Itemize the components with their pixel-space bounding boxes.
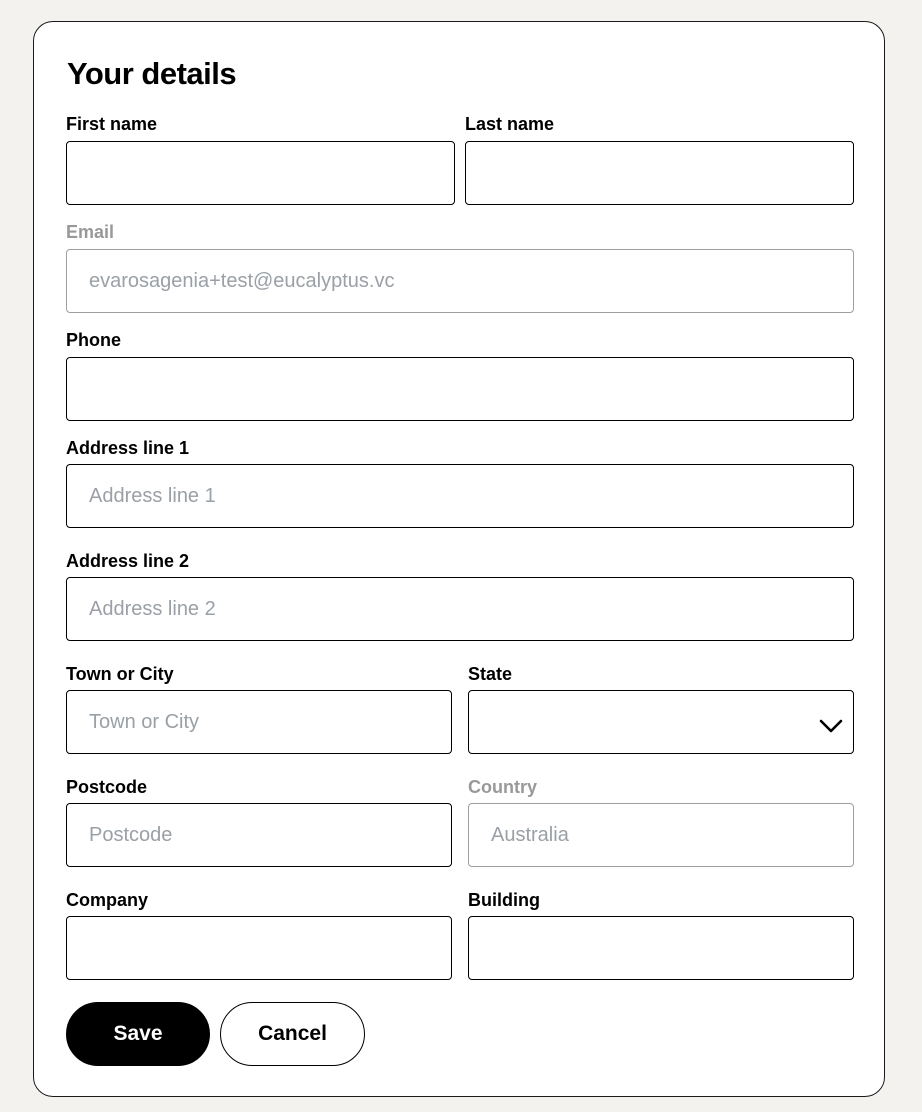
company-input[interactable]: [66, 916, 452, 980]
phone-label: Phone: [66, 330, 122, 350]
email-label: Email: [66, 222, 115, 242]
postcode-label: Postcode: [66, 777, 148, 797]
chevron-down-icon: [819, 719, 843, 733]
first-name-input[interactable]: [66, 141, 455, 205]
last-name-input[interactable]: [465, 141, 854, 205]
email-input: [66, 249, 854, 313]
company-label: Company: [66, 890, 149, 910]
save-button[interactable]: Save: [66, 1002, 210, 1066]
town-input[interactable]: [66, 690, 452, 754]
town-label: Town or City: [66, 664, 174, 684]
last-name-label: Last name: [465, 114, 555, 134]
building-input[interactable]: [468, 916, 854, 980]
postcode-input[interactable]: [66, 803, 452, 867]
address-line-1-input[interactable]: [66, 464, 854, 528]
state-label: State: [468, 664, 513, 684]
address-line-2-label: Address line 2: [66, 551, 190, 571]
country-label: Country: [468, 777, 537, 797]
state-select[interactable]: [468, 690, 854, 754]
address-line-2-input[interactable]: [66, 577, 854, 641]
building-label: Building: [468, 890, 540, 910]
page-title: Your details: [67, 56, 237, 91]
country-input: [468, 803, 854, 867]
details-card: [33, 21, 885, 1097]
first-name-label: First name: [66, 114, 158, 134]
address-line-1-label: Address line 1: [66, 438, 190, 458]
cancel-button[interactable]: Cancel: [220, 1002, 365, 1066]
phone-input[interactable]: [66, 357, 854, 421]
